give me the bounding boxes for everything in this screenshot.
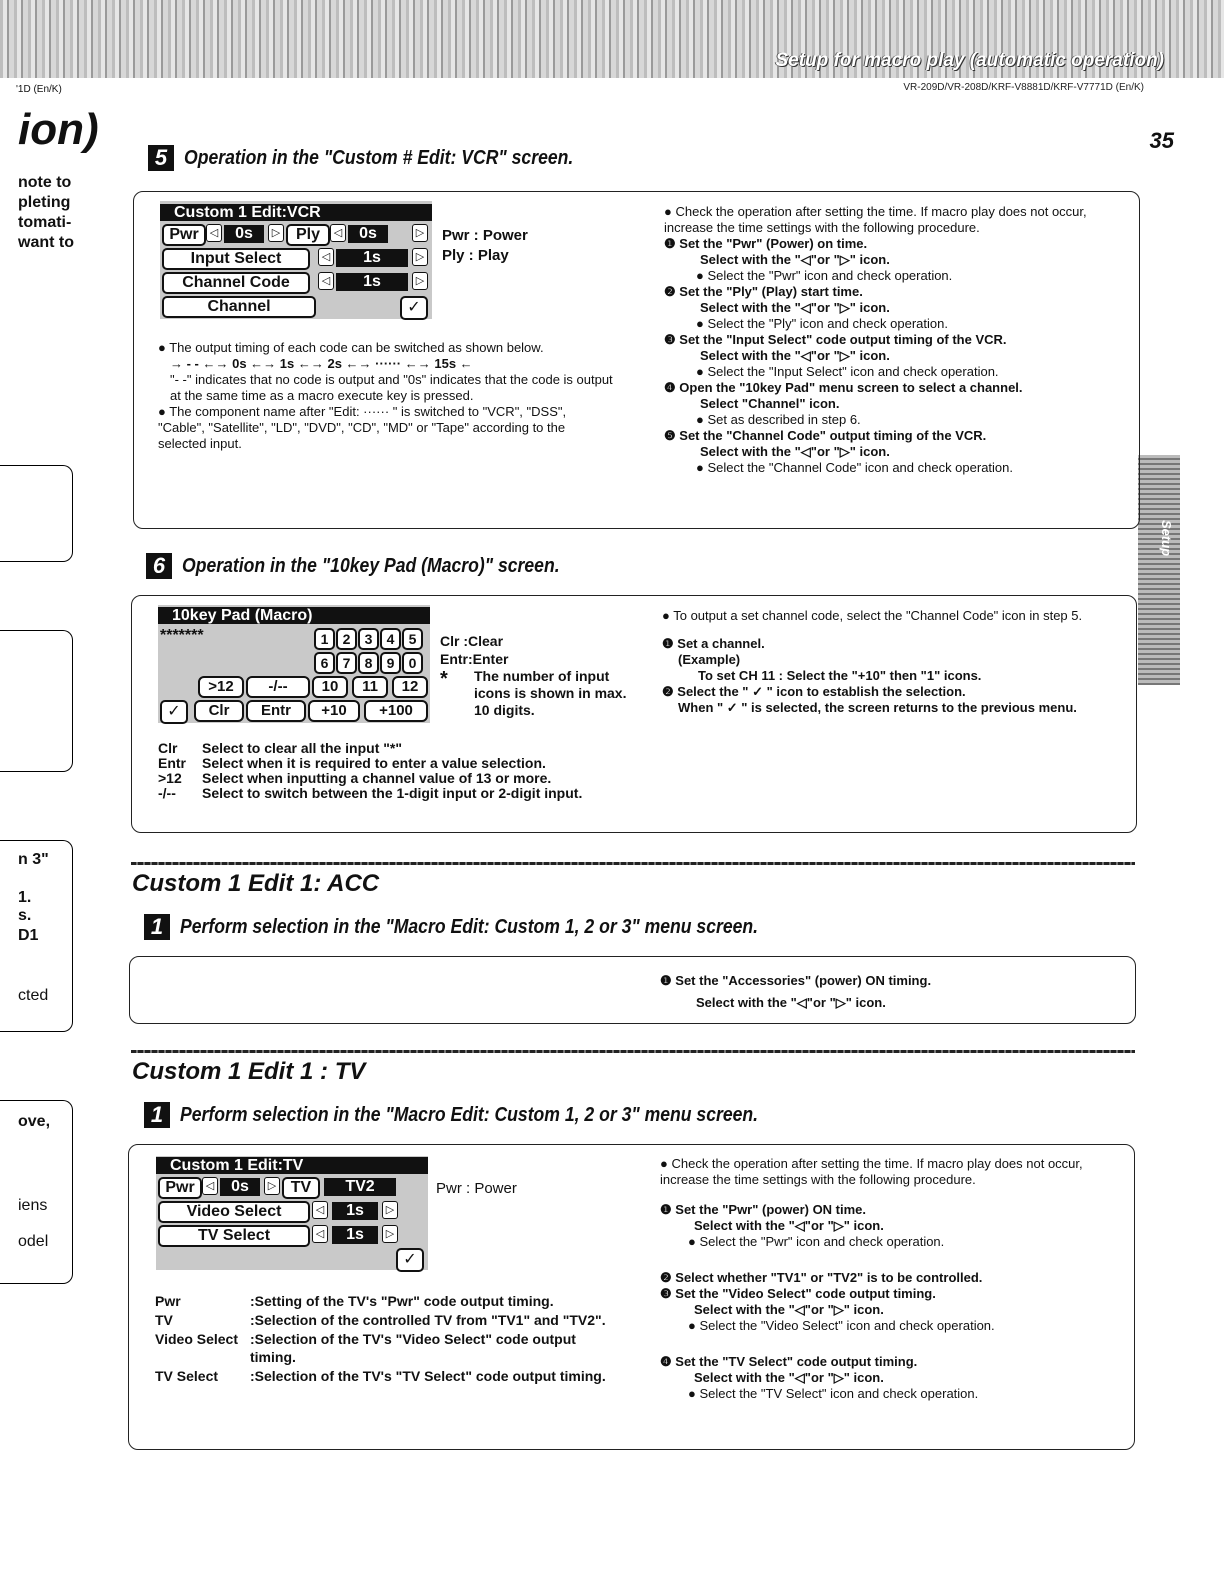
def-term: Video Select bbox=[155, 1331, 239, 1347]
plus100-key[interactable]: +100 bbox=[364, 700, 428, 722]
ply-key[interactable]: Ply bbox=[286, 224, 330, 246]
def-term: -/-- bbox=[158, 785, 176, 801]
key-5[interactable]: 5 bbox=[402, 628, 423, 650]
def-text: :Selection of the controlled TV from "TV1" and "TV2". bbox=[250, 1312, 606, 1328]
step-badge: 1 bbox=[144, 914, 170, 940]
plus10-key[interactable]: +10 bbox=[308, 700, 360, 722]
procedure-sub: Select with the "◁"or "▷" icon. bbox=[696, 995, 886, 1010]
procedure-sub: Select with the "◁"or "▷" icon. bbox=[694, 1218, 884, 1233]
margin-line: cted bbox=[18, 987, 49, 1004]
margin-heading-fragment: ion) bbox=[18, 105, 99, 154]
procedure-sub: Select with the "◁"or "▷" icon. bbox=[694, 1370, 884, 1385]
screen-title-bar: Custom 1 Edit:VCR bbox=[160, 204, 432, 221]
procedure-step: Select the " ✓ " icon to establish the selection. bbox=[677, 684, 966, 699]
step-marker: ❺ bbox=[664, 428, 676, 443]
channel-code-time: 1s bbox=[336, 273, 408, 291]
right-arrow-icon[interactable]: ▷ bbox=[412, 224, 428, 242]
screen-title-bar: Custom 1 Edit:TV bbox=[156, 1157, 428, 1174]
input-stars: ******* bbox=[160, 627, 204, 644]
step-badge: 5 bbox=[148, 145, 174, 171]
step5-procedure: ● Check the operation after setting the time. If macro play does not occur, increase the time settings with the following procedure. ❶ Set the "Pwr" (Power) on time. Select with the "◁"or "▷" icon. ● Select the "Pwr" icon and check operation. ❷ Set the "Ply" (Play) start time. Select with the "◁"or "▷" icon. ● Select the "Ply" icon and check operation. ❸ Set the "Input Select" code output timing of the VCR. Select with the "◁"or "▷" icon. ● Select the "Input Select" icon and check operation. ❹ Open the "10key Pad" menu screen to select a channel. Select "Channel" icon. ● Set as described in step 6. ❺ Set the "Channel Code" output timing of the VCR. Select with the "◁"or "▷" icon. ● Select the "Channel Code" icon and check operation. bbox=[664, 204, 1119, 476]
enter-key[interactable]: Entr bbox=[246, 700, 306, 722]
step5-notes: ● The output timing of each code can be switched as shown below. → - - ←→ 0s ←→ 1s ←→ 2s ←→ ······ ←→ 15s ← "- -" indicates that no code is output and "0s" indicates that the code is output at the same time as a macro execute key is pressed. ● The component name after "Edit: ······ " is switched to "VCR", "DSS", "Cable", "Satellite", "LD", "DVD", "CD", "MD" or "Tape" according to the selected input. bbox=[158, 340, 613, 451]
step-marker: ❸ bbox=[660, 1286, 672, 1301]
left-arrow-icon[interactable]: ◁ bbox=[330, 224, 346, 242]
intro: Check the operation after setting the time. If macro play does not occur, increase the time settings with the following procedure. bbox=[660, 1156, 1083, 1187]
right-arrow-icon[interactable]: ▷ bbox=[264, 1177, 280, 1195]
right-arrow-icon[interactable]: ▷ bbox=[412, 272, 428, 290]
procedure-sub: Select with the "◁"or "▷" icon. bbox=[694, 1302, 884, 1317]
key-0[interactable]: 0 bbox=[402, 652, 423, 674]
input-select-key[interactable]: Input Select bbox=[162, 248, 310, 270]
left-arrow-icon[interactable]: ◁ bbox=[312, 1225, 328, 1243]
side-tab bbox=[1138, 455, 1180, 685]
def-text: :Selection of the TV's "Video Select" code output timing. bbox=[250, 1331, 576, 1365]
legend-ply: Ply : Play bbox=[442, 247, 509, 264]
procedure-note: Select the "Ply" icon and check operation. bbox=[707, 316, 948, 331]
procedure-note: Select the "Channel Code" icon and check operation. bbox=[707, 460, 1014, 475]
note: "- -" indicates that no code is output and "0s" indicates that the code is output at the same time as a macro execute key is pressed. bbox=[170, 372, 613, 403]
legend-pwr: Pwr : Power bbox=[436, 1180, 517, 1197]
def-text: Select when it is required to enter a value selection. bbox=[202, 755, 546, 771]
key-12[interactable]: 12 bbox=[392, 676, 428, 698]
video-select-key[interactable]: Video Select bbox=[158, 1201, 310, 1223]
margin-line: note to bbox=[18, 174, 72, 191]
key-10[interactable]: 10 bbox=[312, 676, 348, 698]
procedure-step: Set the "Video Select" code output timing. bbox=[675, 1286, 936, 1301]
left-arrow-icon[interactable]: ◁ bbox=[318, 272, 334, 290]
legend-clr: Clr :Clear bbox=[440, 633, 504, 649]
left-arrow-icon[interactable]: ◁ bbox=[312, 1201, 328, 1219]
section-title: Custom 1 Edit 1 : TV bbox=[132, 1058, 366, 1085]
left-model-fragment: '1D (En/K) bbox=[16, 84, 62, 95]
margin-line: 1. bbox=[18, 889, 32, 906]
intro: Check the operation after setting the time. If macro play does not occur, increase the time settings with the following procedure. bbox=[664, 204, 1087, 235]
margin-box bbox=[0, 630, 73, 772]
example-text: To set CH 11 : Select the "+10" then "1" icons. bbox=[698, 668, 982, 683]
tv-select-time: 1s bbox=[332, 1226, 378, 1244]
step-marker: ❹ bbox=[664, 380, 676, 395]
def-text: :Selection of the TV's "TV Select" code output timing. bbox=[250, 1368, 606, 1384]
procedure-step: Set the "TV Select" code output timing. bbox=[675, 1354, 918, 1369]
procedure-step: Set the "Pwr" (Power) on time. bbox=[679, 236, 868, 251]
pwr-time: 0s bbox=[224, 225, 264, 243]
step-marker: ❶ bbox=[660, 973, 672, 988]
key-8[interactable]: 8 bbox=[358, 652, 379, 674]
procedure-step: Set the "Pwr" (power) ON time. bbox=[675, 1202, 867, 1217]
right-arrow-icon[interactable]: ▷ bbox=[268, 224, 284, 242]
legend-pwr: Pwr : Power bbox=[442, 227, 528, 244]
tv-edit-screen bbox=[156, 1156, 428, 1270]
procedure-note: Select the "Pwr" icon and check operation. bbox=[699, 1234, 945, 1249]
margin-line: want to bbox=[18, 234, 74, 251]
key-1[interactable]: 1 bbox=[314, 628, 335, 650]
pwr-key[interactable]: Pwr bbox=[158, 1177, 202, 1199]
key-digit-switch[interactable]: -/-- bbox=[246, 676, 310, 698]
step-title: Operation in the "10key Pad (Macro)" screen. bbox=[182, 555, 560, 577]
screen-title-bar: 10key Pad (Macro) bbox=[158, 607, 430, 624]
def-term: >12 bbox=[158, 770, 182, 786]
procedure-step: Open the "10key Pad" menu screen to select a channel. bbox=[679, 380, 1023, 395]
def-text: :Setting of the TV's "Pwr" code output timing. bbox=[250, 1293, 554, 1309]
step-marker: ❸ bbox=[664, 332, 676, 347]
right-arrow-icon[interactable]: ▷ bbox=[382, 1225, 398, 1243]
tv-definitions bbox=[155, 1292, 610, 1385]
left-arrow-icon[interactable]: ◁ bbox=[202, 1177, 218, 1195]
key-7[interactable]: 7 bbox=[336, 652, 357, 674]
check-icon[interactable]: ✓ bbox=[400, 296, 428, 320]
channel-code-key[interactable]: Channel Code bbox=[162, 272, 310, 294]
note: The component name after "Edit: ······ " is switched to "VCR", "DSS", "Cable", "Satellite", "LD", "DVD", "CD", "MD" or "Tape" according to the selected input. bbox=[158, 404, 567, 451]
note: The output timing of each code can be switched as shown below. bbox=[169, 340, 544, 355]
margin-line: D1 bbox=[18, 927, 39, 944]
def-term: TV bbox=[155, 1312, 173, 1328]
section-title: Custom 1 Edit 1: ACC bbox=[132, 870, 380, 897]
procedure-sub: Select with the "◁"or "▷" icon. bbox=[700, 348, 890, 363]
input-select-time: 1s bbox=[336, 249, 408, 267]
step-marker: ❷ bbox=[662, 684, 674, 699]
ply-time: 0s bbox=[348, 225, 388, 243]
side-tab-label: Setup bbox=[1159, 520, 1174, 557]
left-arrow-icon[interactable]: ◁ bbox=[318, 248, 334, 266]
legend-digits: The number of input icons is shown in max. 10 digits. bbox=[474, 668, 627, 718]
tenkey-legend bbox=[440, 632, 508, 668]
def-text: Select to switch between the 1-digit input or 2-digit input. bbox=[202, 785, 583, 801]
example-label: (Example) bbox=[678, 652, 741, 667]
step6-procedure: ● To output a set channel code, select the "Channel Code" icon in step 5. ❶ Set a channel. (Example) To set CH 11 : Select the "+10" then "1" icons. ❷ Select the " ✓ " icon to establish the selection. When " ✓ " is selected, the screen returns to the previous menu. bbox=[662, 608, 1117, 716]
margin-line: n 3" bbox=[18, 851, 49, 868]
def-text: Select when inputting a channel value of 13 or more. bbox=[202, 770, 552, 786]
key-11[interactable]: 11 bbox=[352, 676, 388, 698]
tenkey-definitions bbox=[158, 741, 618, 801]
margin-line: s. bbox=[18, 907, 32, 924]
divider bbox=[131, 1050, 1135, 1053]
check-icon[interactable]: ✓ bbox=[160, 700, 188, 724]
margin-line: tomati- bbox=[18, 214, 72, 231]
right-arrow-icon[interactable]: ▷ bbox=[382, 1201, 398, 1219]
step-title: Perform selection in the "Macro Edit: Custom 1, 2 or 3" menu screen. bbox=[180, 916, 759, 938]
key-3[interactable]: 3 bbox=[358, 628, 379, 650]
def-term: Clr bbox=[158, 740, 178, 756]
def-term: Pwr bbox=[155, 1293, 181, 1309]
margin-line: ove, bbox=[18, 1113, 51, 1130]
procedure-sub: Select with the "◁"or "▷" icon. bbox=[700, 444, 890, 459]
step-marker: ❶ bbox=[660, 1202, 672, 1217]
margin-line: iens bbox=[18, 1197, 48, 1214]
vcr-edit-screen bbox=[160, 201, 432, 319]
pwr-time: 0s bbox=[220, 1178, 260, 1196]
procedure-step: Set the "Ply" (Play) start time. bbox=[679, 284, 863, 299]
procedure-step: Set the "Accessories" (power) ON timing. bbox=[675, 973, 932, 988]
tv-value: TV2 bbox=[324, 1178, 396, 1196]
procedure-note: Select the "TV Select" icon and check operation. bbox=[699, 1386, 979, 1401]
procedure-step: Set a channel. bbox=[677, 636, 765, 651]
procedure-note: Select the "Input Select" icon and check operation. bbox=[707, 364, 999, 379]
tenkey-pad-screen bbox=[158, 605, 430, 723]
margin-line: odel bbox=[18, 1233, 49, 1250]
page-title: Setup for macro play (automatic operation) bbox=[775, 50, 1164, 71]
key-4[interactable]: 4 bbox=[380, 628, 401, 650]
key-over-12[interactable]: >12 bbox=[198, 676, 244, 698]
def-text: Select to clear all the input "*" bbox=[202, 740, 402, 756]
right-arrow-icon[interactable]: ▷ bbox=[412, 248, 428, 266]
step-marker: ❹ bbox=[660, 1354, 672, 1369]
procedure-step: Set the "Input Select" code output timing of the VCR. bbox=[679, 332, 1007, 347]
divider bbox=[131, 862, 1135, 865]
asterisk-symbol: * bbox=[440, 668, 448, 690]
procedure-sub: When " ✓ " is selected, the screen returns to the previous menu. bbox=[678, 700, 1077, 715]
legend-entr: Entr:Enter bbox=[440, 651, 509, 667]
procedure-sub: Select with the "◁"or "▷" icon. bbox=[700, 252, 890, 267]
procedure-note: Select the "Pwr" icon and check operation. bbox=[707, 268, 953, 283]
procedure-sub: Select "Channel" icon. bbox=[700, 396, 840, 411]
step-badge: 6 bbox=[146, 553, 172, 579]
note: To output a set channel code, select the "Channel Code" icon in step 5. bbox=[673, 608, 1083, 623]
pwr-key[interactable]: Pwr bbox=[162, 224, 206, 246]
tv-procedure: ● Check the operation after setting the time. If macro play does not occur, increase the time settings with the following procedure. ❶ Set the "Pwr" (power) ON time. Select with the "◁"or "▷" icon. ● Select the "Pwr" icon and check operation. ❷ Select whether "TV1" or "TV2" is to be controlled. ❸ Set the "Video Select" code output timing. Select with the "◁"or "▷" icon. ● Select the "Video Select" icon and check operation. ❹ Set the "TV Select" code output timing. Select with the "◁"or "▷" icon. ● Select the "TV Select" icon and check operation. bbox=[660, 1156, 1120, 1402]
procedure-note: Select the "Video Select" icon and check operation. bbox=[699, 1318, 995, 1333]
procedure-step: Select whether "TV1" or "TV2" is to be controlled. bbox=[675, 1270, 983, 1285]
key-9[interactable]: 9 bbox=[380, 652, 401, 674]
tv-select-key[interactable]: TV Select bbox=[158, 1225, 310, 1247]
tv-key[interactable]: TV bbox=[282, 1177, 320, 1199]
channel-key[interactable]: Channel bbox=[162, 296, 316, 318]
procedure-sub: Select with the "◁"or "▷" icon. bbox=[700, 300, 890, 315]
video-select-time: 1s bbox=[332, 1202, 378, 1220]
margin-line: pleting bbox=[18, 194, 71, 211]
model-number: VR-209D/VR-208D/KRF-V8881D/KRF-V7771D (En/K) bbox=[903, 82, 1144, 93]
step-badge: 1 bbox=[144, 1102, 170, 1128]
step-title: Perform selection in the "Macro Edit: Custom 1, 2 or 3" menu screen. bbox=[180, 1104, 759, 1126]
step-marker: ❶ bbox=[662, 636, 674, 651]
key-2[interactable]: 2 bbox=[336, 628, 357, 650]
procedure-step: Set the "Channel Code" output timing of the VCR. bbox=[679, 428, 987, 443]
left-arrow-icon[interactable]: ◁ bbox=[206, 224, 222, 242]
step-marker: ❷ bbox=[664, 284, 676, 299]
procedure-note: Set as described in step 6. bbox=[707, 412, 861, 427]
step-marker: ❶ bbox=[664, 236, 676, 251]
acc-procedure bbox=[660, 970, 1120, 1014]
page-number: 35 bbox=[1149, 128, 1174, 153]
check-icon[interactable]: ✓ bbox=[396, 1248, 424, 1272]
timing-sequence: → - - ←→ 0s ←→ 1s ←→ 2s ←→ ······ ←→ 15s ← bbox=[170, 356, 473, 371]
key-6[interactable]: 6 bbox=[314, 652, 335, 674]
step-title: Operation in the "Custom # Edit: VCR" screen. bbox=[184, 147, 574, 169]
margin-box bbox=[0, 465, 73, 562]
step-marker: ❷ bbox=[660, 1270, 672, 1285]
clear-key[interactable]: Clr bbox=[194, 700, 244, 722]
def-term: TV Select bbox=[155, 1368, 219, 1384]
def-term: Entr bbox=[158, 755, 186, 771]
